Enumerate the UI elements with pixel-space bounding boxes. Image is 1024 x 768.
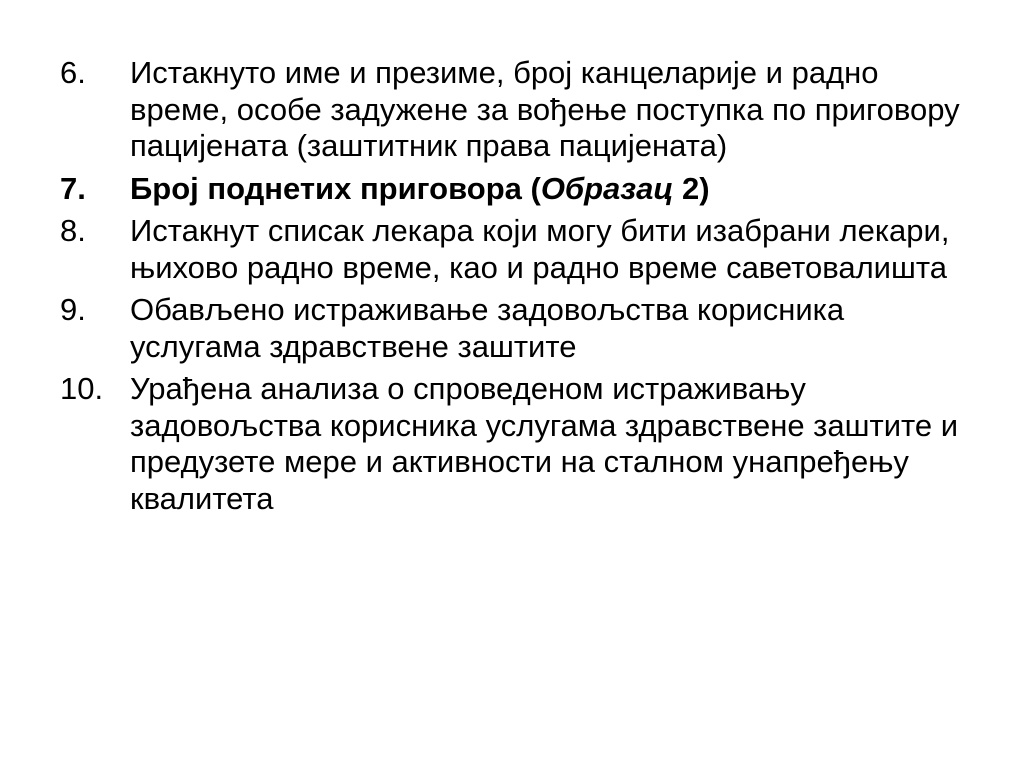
- item-number: 7.: [60, 170, 86, 206]
- item-number: 8.: [60, 213, 86, 248]
- item-text: Истакнут списак лекара који могу бити изабрани лекари, њихово радно време, као и радно време саветовалишта: [130, 213, 950, 285]
- item-text: [130, 171, 710, 206]
- item-number: 6.: [60, 55, 86, 90]
- numbered-list: [60, 55, 970, 523]
- list-item: [60, 292, 970, 365]
- item-text-start: Број поднетих приговора (: [130, 170, 541, 206]
- item-number: 9.: [60, 292, 86, 327]
- list-item: [60, 371, 970, 517]
- list-item: [60, 55, 970, 165]
- item-text: Истакнуто име и презиме, број канцеларије и радно време, особе задужене за вођење поступка по приговору пацијената (заштитник права пацијената): [130, 55, 960, 163]
- item-text: Урађена анализа о спроведеном истраживању задовољства корисника услугама здравствене заштите и предузете мере и активности на сталном унапређењу квалитета: [130, 371, 959, 516]
- item-number: 10.: [60, 371, 104, 406]
- list-item-highlighted: [60, 171, 970, 208]
- item-text: Обављено истраживање задовољства корисника услугама здравствене заштите: [130, 292, 845, 364]
- form-reference: Образац: [540, 170, 674, 206]
- item-text-end: 2): [673, 170, 710, 206]
- list-item: [60, 213, 970, 286]
